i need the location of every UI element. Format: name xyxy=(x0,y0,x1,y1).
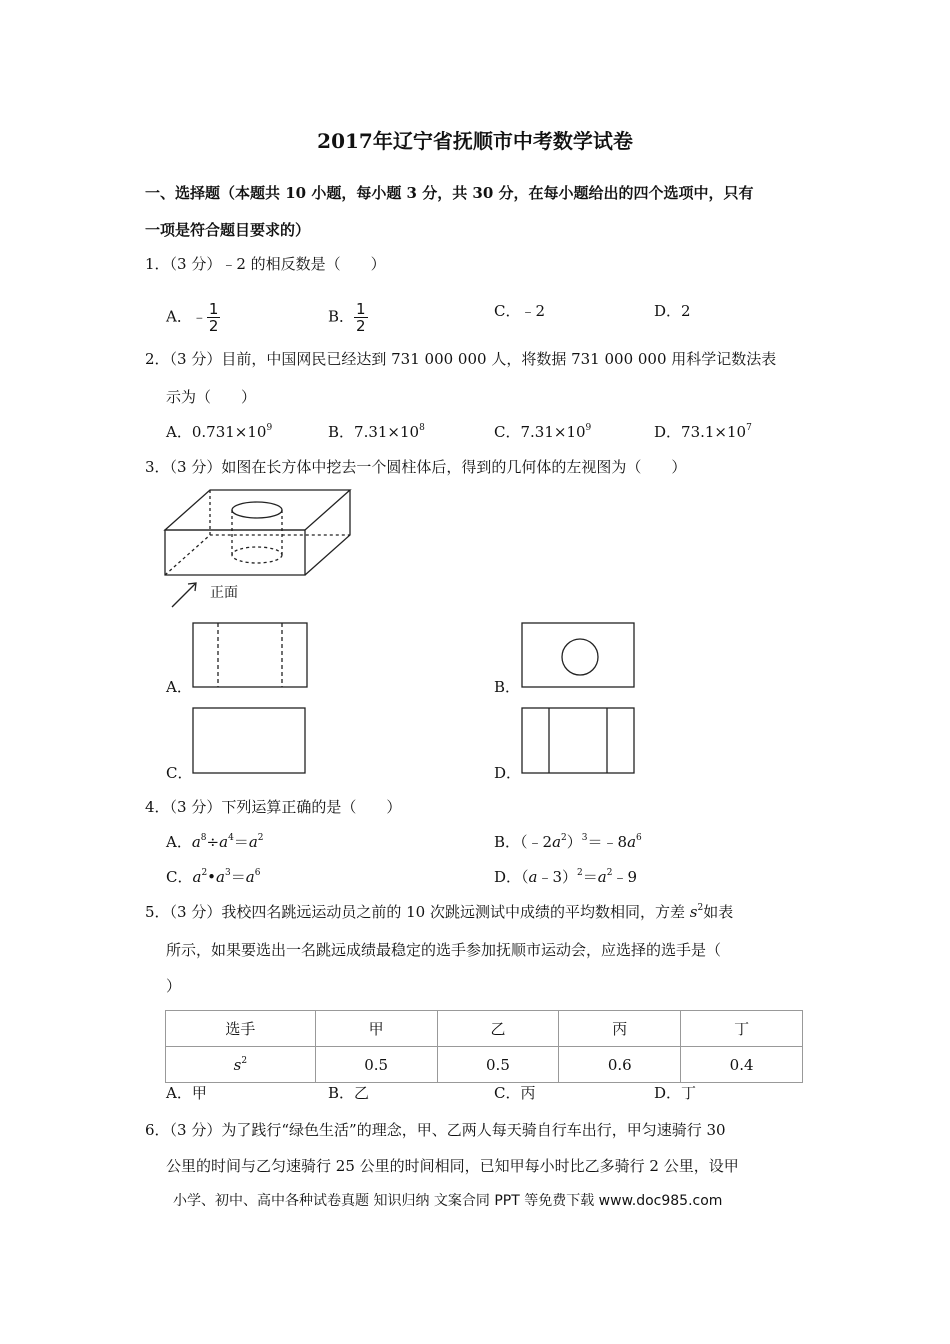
q1-stem: 1．（3 分）﹣2 的相反数是（ ） xyxy=(145,255,386,273)
table-header: 丙 xyxy=(559,1011,681,1047)
q4-option-c: C．$a^2•a^3=a^6$ xyxy=(166,868,261,886)
q2-option-c: C．$7.31\times 10^9$ xyxy=(494,423,592,441)
variance-table xyxy=(165,1010,803,1083)
q6-stem: 6．（3 分）为了践行“绿色生活”的理念，甲、乙两人每天骑自行车出行，甲匀速骑行 30 xyxy=(145,1121,726,1139)
q3-option-d: D． xyxy=(494,764,522,782)
q2-option-b: B．$7.31\times 10^8$ xyxy=(328,423,425,441)
q1-option-b: B． $\frac{1}{2}$ xyxy=(328,300,366,335)
q5-option-c: C．丙 xyxy=(494,1084,536,1102)
table-cell: 0.4 xyxy=(681,1047,803,1083)
cuboid-figure xyxy=(160,485,360,615)
q5-option-d: D．丁 xyxy=(654,1084,697,1102)
table-cell: 0.6 xyxy=(559,1047,681,1083)
option-c-figure xyxy=(192,707,307,775)
q3-option-b: B． xyxy=(494,678,521,696)
q2-option-d: D．$73.1\times 10^7$ xyxy=(654,423,752,441)
q5-stem-cont: 所示，如果要选出一名跳远成绩最稳定的选手参加抚顺市运动会，应选择的选手是（ xyxy=(166,941,722,959)
table-header: 选手 xyxy=(166,1011,316,1047)
q5-stem-end: ） xyxy=(166,977,182,995)
option-b-figure xyxy=(521,622,636,689)
table-header: 丁 xyxy=(681,1011,803,1047)
q4-option-b: B．$(﹣2a^2)^3=﹣8a^6$ xyxy=(494,833,642,851)
q3-stem: 3．（3 分）如图在长方体中挖去一个圆柱体后，得到的几何体的左视图为（ ） xyxy=(145,458,687,476)
q3-option-a: A． xyxy=(166,678,192,696)
option-d-figure xyxy=(521,707,636,775)
section-heading: 一、选择题（本题共 10 小题，每小题 3 分，共 30 分，在每小题给出的四个选项中，只有 xyxy=(145,184,754,202)
q4-option-d: D．$(a﹣3)^2=a^2﹣9$ xyxy=(494,868,638,886)
q1-option-c: C．﹣2 xyxy=(494,302,546,320)
table-row xyxy=(166,1047,803,1083)
section-heading-cont: 一项是符合题目要求的） xyxy=(145,221,311,239)
q2-option-a: A．$0.731\times 10^9$ xyxy=(166,423,273,441)
table-cell: 0.5 xyxy=(315,1047,437,1083)
q6-stem-cont: 公里的时间与乙匀速骑行 25 公里的时间相同，已知甲每小时比乙多骑行 2 公里，设甲 xyxy=(166,1157,739,1175)
table-header-row xyxy=(166,1011,803,1047)
table-header: 甲 xyxy=(315,1011,437,1047)
table-cell: 0.5 xyxy=(437,1047,559,1083)
row-label: $s^2$ xyxy=(166,1047,316,1083)
q5-stem: 5．（3 分）我校四名跳远运动员之前的 10 次跳远测试中成绩的平均数相同，方差 $s^2$如表 xyxy=(145,903,734,921)
q3-option-c: C． xyxy=(166,764,193,782)
q1-option-d: D．2 xyxy=(654,302,691,320)
page-title: 2017年辽宁省抚顺市中考数学试卷 xyxy=(317,129,633,153)
q4-option-a: A．$a^8\div a^4=a^2$ xyxy=(166,833,264,851)
option-a-figure xyxy=(192,622,309,689)
q5-option-a: A．甲 xyxy=(166,1084,207,1102)
front-label: 正面 xyxy=(210,585,238,601)
q1-option-a: A．﹣ $\frac{1}{2}$ xyxy=(166,300,219,335)
footer-text: 小学、初中、高中各种试卷真题 知识归纳 文案合同 PPT 等免费下载 www.doc985.com xyxy=(173,1193,723,1209)
table-header: 乙 xyxy=(437,1011,559,1047)
q2-stem: 2．（3 分）目前，中国网民已经达到 731 000 000 人，将数据 731 000 000 用科学记数法表 xyxy=(145,350,777,368)
q2-stem-cont: 示为（ ） xyxy=(166,388,257,406)
q5-option-b: B．乙 xyxy=(328,1084,370,1102)
q4-stem: 4．（3 分）下列运算正确的是（ ） xyxy=(145,798,402,816)
